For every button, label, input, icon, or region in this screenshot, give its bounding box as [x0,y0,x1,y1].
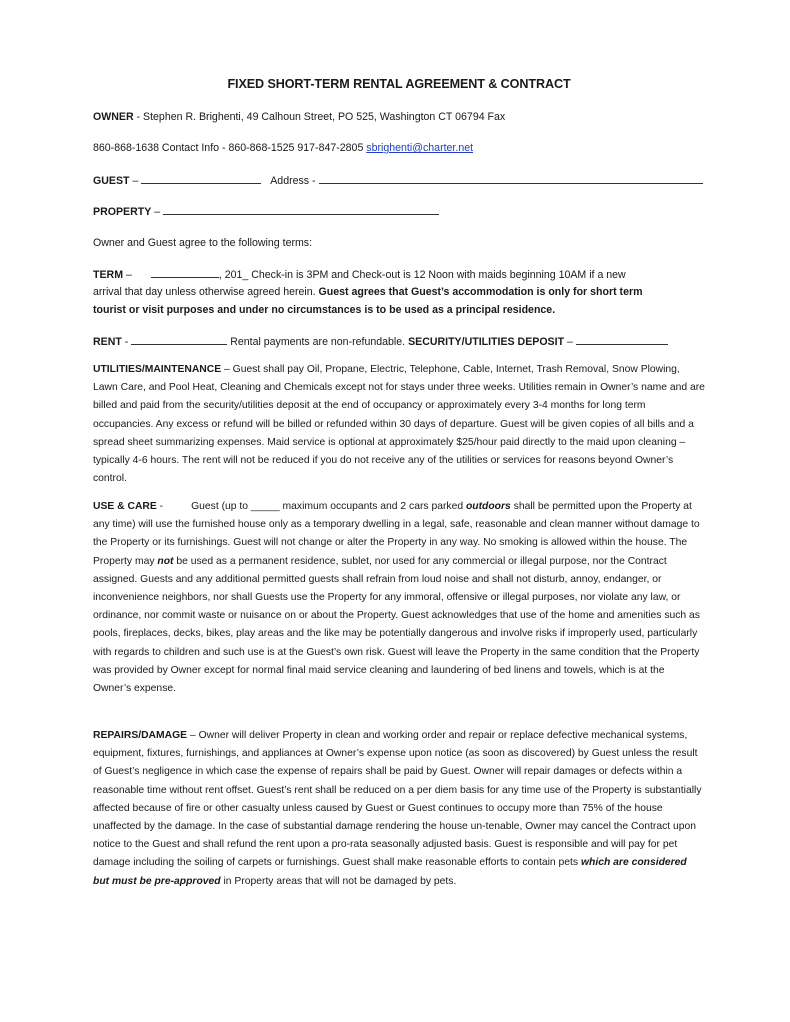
guest-address-blank[interactable] [319,173,703,184]
use-care-sep: - [156,501,164,512]
rent-sep: - [121,336,132,348]
use-care-text-3: be used as a permanent residence, sublet, nor used for any commercial or illegal purpose, nor the Contract assigned. Guests and any additional permitted guests shall refrain from loud noise and shall not disturb, annoy, endanger, or inconvenience neighbors, nor shall Guests use the Property for any immoral, offensive or illegal purposes, nor violate any law, or ordinance, nor commit waste or nuisance on or about the Property. Guest acknowledges that use of the home and amenities such as pools, fireplaces, decks, bikes, play areas and the like may be potentially dangerous and involve risks if improperly used, particularly with regards to children and such use is at the Guest’s own risk. Guest will leave the Property in the same condition that the Property was provided by Owner except for normal final maid service cleaning and laundering of bed linens and towels, which is at the Owner’s expense. [93,555,700,695]
term-bold-2: tourist or visit purposes and under no circumstances is to be used as a principal residence. [93,304,556,316]
term-bold-1: Guest agrees that Guest’s accommodation is only for short term [318,286,643,298]
use-care-text-1: Guest (up to _____ maximum occupants and 2 cars parked [191,501,466,512]
repairs-text-1: Owner will deliver Property in clean and working order and repair or replace defective mechanical systems, equipment, fixtures, furnishings, and appliances at Owner’s expense upon notice (as soon as discovered) by Guest unless the result of Guest’s negligence in which case the expense of repairs shall be paid by Guest. Owner will repair damages or defects within a reasonable time without rent offset. Guest’s rent shall be reduced on a per diem basis for any time use of the Property is substantially affected because of fire or other casualty unless caused by Guest or Guest continues to occupy more than 75% of the house unaffected by the damage. In the case of substantial damage rendering the house un-tenable, Owner may cancel the Contract upon notice to the Guest and shall refund the rent upon a pro-rata seasonally adjusted basis. Guest is responsible and will pay for pet damage including the soiling of carpets or furnishings. Guest shall make reasonable efforts to contain pets [93,730,702,869]
rent-label: RENT [93,336,122,348]
use-care-text-2: shall be permitted upon the Property at any time) will use the furnished house only as a temporary dwelling in a legal, safe, reasonable and clean manner without damage to the Property or its furnishings. Guest will not change or alter the Property in any way. No smoking is allowed within the house. The Property may [93,501,700,567]
term-line-1 [93,267,626,282]
repairs-text-2: in Property areas that will not be damaged by pets. [220,875,457,887]
rent-line [93,334,668,349]
property-label: PROPERTY [93,206,152,218]
guest-name-blank[interactable] [141,173,261,184]
term-label: TERM [93,269,124,281]
utilities-label: UTILITIES/MAINTENANCE [93,364,222,375]
guest-sep: – [129,175,142,187]
term-plain: arrival that day unless otherwise agreed herein. [93,286,319,298]
use-care-emph-outdoors: outdoors [465,501,511,512]
term-date-blank[interactable] [151,267,219,278]
rent-text: Rental payments are non-refundable. [227,336,409,348]
address-label: Address - [270,175,319,187]
use-care-section [93,498,705,698]
document-title: FIXED SHORT-TERM RENTAL AGREEMENT & CONTRACT [227,77,571,91]
deposit-label: SECURITY/UTILITIES DEPOSIT [408,336,565,348]
email-link[interactable]: sbrighenti@charter.net [366,142,474,154]
repairs-section [93,727,705,891]
rent-amount-blank[interactable] [131,334,227,345]
term-sep: – [123,269,132,281]
utilities-section [93,361,705,488]
guest-label: GUEST [93,175,130,187]
property-sep: – [151,206,164,218]
use-care-emph-not: not [157,555,174,567]
owner-text: Stephen R. Brighenti, 49 Calhoun Street, PO 525, Washington CT 06794 Fax [143,111,506,123]
owner-label: OWNER [93,111,134,123]
deposit-amount-blank[interactable] [576,334,668,345]
guest-line [93,173,703,188]
utilities-text: Guest shall pay Oil, Propane, Electric, Telephone, Cable, Internet, Trash Removal, Snow Plowing, Lawn Care, and Pool Heat, Cleaning and Chemicals except not for stays under three weeks. Utilities remain in Owner’s name and are billed and paid from the security/utilities deposit at the end of occupancy or approximately every 3-4 months for long term occupancies. Any excess or refund will be billed or refunded within 30 days of departure. Guest will be given copies of all bills and a spread sheet summarizing expenses. Maid service is optional at approximately $25/hour paid directly to the maid upon cleaning – typically 4-6 hours. The rent will not be reduced if you do not receive any of the utilities or services for reasons beyond Owner’s control. [93,364,705,485]
intro-text: Owner and Guest agree to the following terms: [93,237,313,249]
property-line [93,204,439,219]
repairs-emph: which are considered but must be pre-approved [93,857,687,887]
term-line-3 [93,303,555,317]
repairs-label: REPAIRS/DAMAGE [93,730,188,741]
term-line-2 [93,285,643,299]
contact-line [93,141,473,155]
term-text: , 201_ Check-in is 3PM and Check-out is 12 Noon with maids beginning 10AM if a new [218,269,626,281]
property-blank[interactable] [163,204,439,215]
utilities-sep: – [221,364,233,375]
owner-sep: - [133,111,144,123]
deposit-sep: – [564,336,576,348]
owner-line [93,110,505,124]
use-care-label: USE & CARE [93,501,157,512]
contact-text: 860-868-1638 Contact Info - 860-868-1525 917-847-2805 [93,142,367,154]
repairs-sep: – [187,730,199,741]
